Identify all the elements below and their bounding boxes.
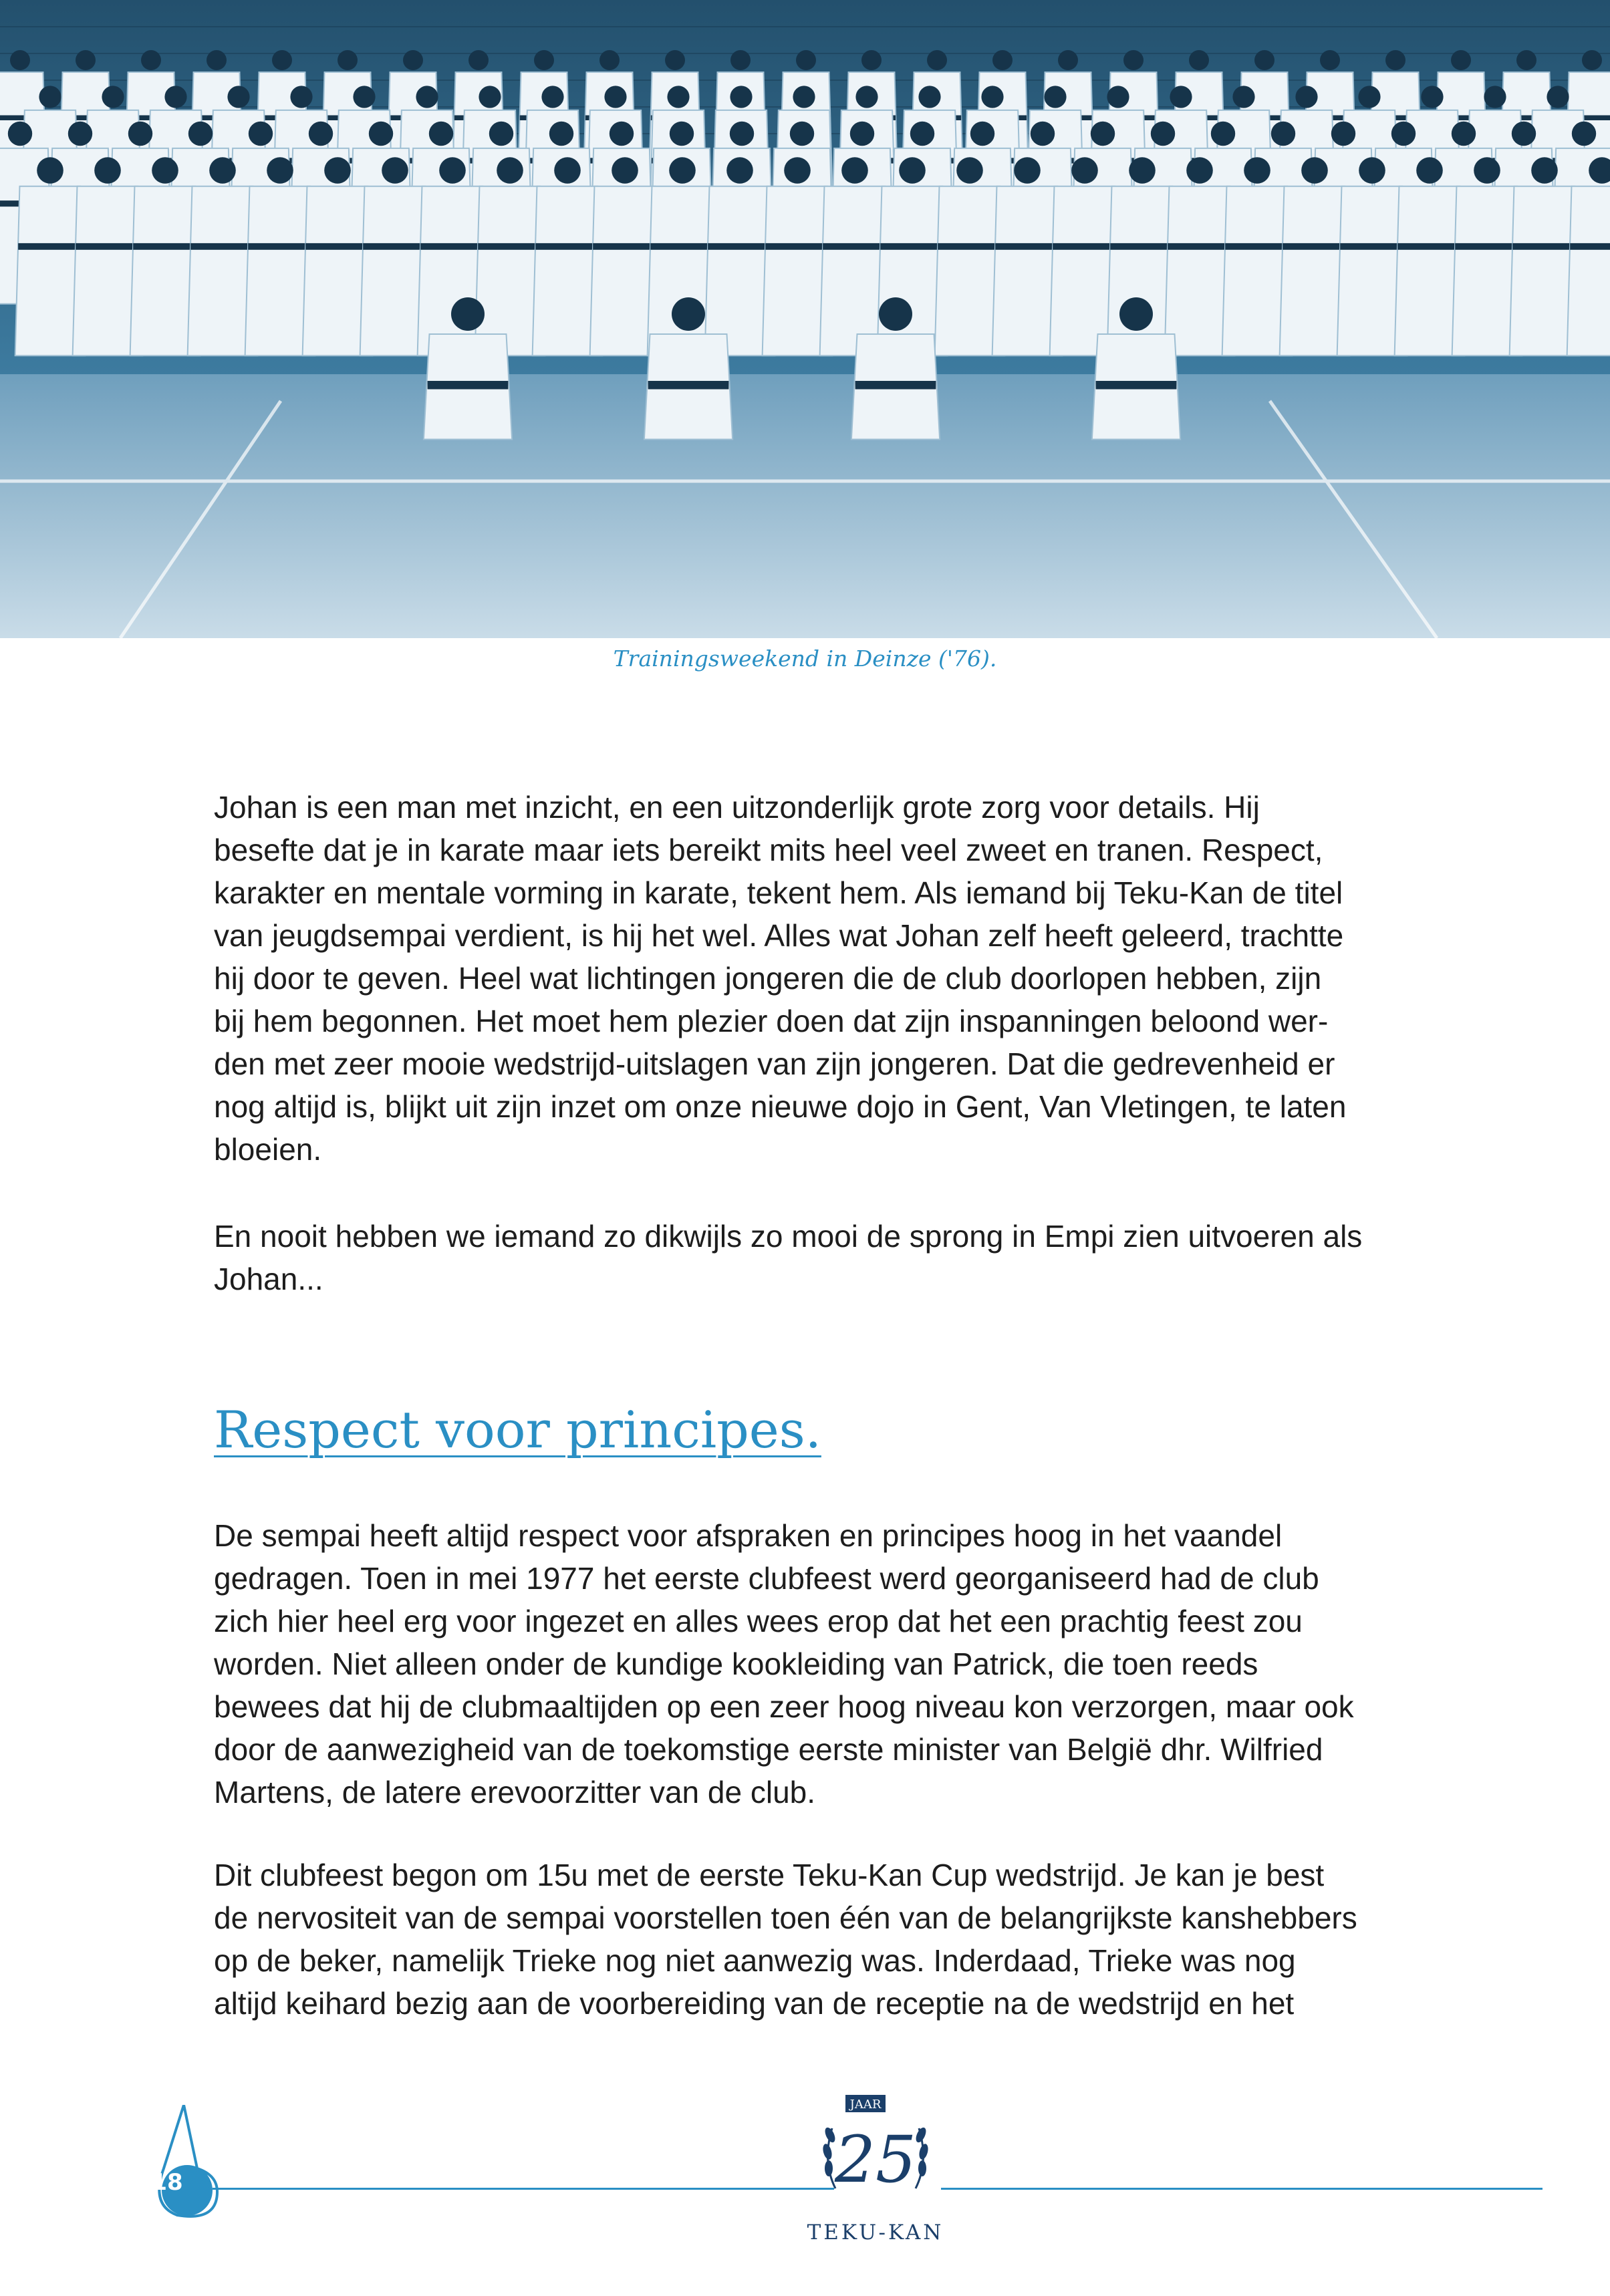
paragraph-text: Dit clubfeest begon om 15u met de eerste Teku-Kan Cup wedstrijd. Je kan je best de nervositeit van de sempai voorstellen toen één van de belangrijkste kanshebbers op de beker, namelijk Trieke nog niet aanwezig was. Inderdaad, Trieke was nog altijd keihard bezig aan de voorbereiding van de receptie na de wedstrijd en het xyxy=(214,1858,1357,2021)
paragraph-teku-kan-cup xyxy=(214,1854,1510,2025)
logo-jaar-text: JAAR xyxy=(849,2098,882,2112)
paragraph-clubfeest xyxy=(214,1514,1510,1814)
page-number-badge-icon xyxy=(137,2105,231,2225)
footer-rule-left xyxy=(213,2188,834,2190)
page-number: 18 xyxy=(151,2169,183,2196)
photo-caption: Trainingsweekend in Deinze ('76). xyxy=(613,645,997,672)
paragraph-johan xyxy=(214,786,1510,1171)
logo-number: 25 xyxy=(834,2122,917,2197)
footer-rule-right xyxy=(941,2188,1542,2190)
group-photo xyxy=(0,0,1610,638)
paragraph-empi xyxy=(214,1215,1510,1300)
anniversary-logo-icon xyxy=(809,2088,942,2215)
paragraph-text: De sempai heeft altijd respect voor afspraken en principes hoog in het vaandel gedragen. Toen in mei 1977 het eerste clubfeest werd georganiseerd had de club zich hier heel erg voor ingezet en alles wees erop dat het een prachtig feest zou worden. Niet alleen onder de kundige kookleiding van Patrick, die toen reeds bewees dat hij de clubmaaltijden op een zeer hoog niveau kon verzorgen, maar ook door de aanwezigheid van de toekomstige eerste minister van België dhr. Wilfried Martens, de latere erevoorzitter van de club. xyxy=(214,1518,1354,1810)
paragraph-text: En nooit hebben we iemand zo dikwijls zo mooi de sprong in Empi zien uitvoeren als Johan... xyxy=(214,1219,1363,1296)
brand-name: TEKU-KAN xyxy=(807,2220,944,2245)
group-photo-karateka-icon xyxy=(0,0,1610,638)
karateka-figure xyxy=(1567,157,1610,355)
section-heading: Respect voor principes. xyxy=(214,1400,821,1459)
paragraph-text: Johan is een man met inzicht, en een uitzonderlijk grote zorg voor details. Hij besefte dat je in karate maar iets bereikt mits heel veel zweet en tranen. Respect, karakter en mentale vorming in karate, tekent hem. Als iemand bij Teku-Kan de titel van jeugdsempai verdient, is hij het wel. Alles wat Johan zelf heeft geleerd, trachtte hij door te geven. Heel wat lichtingen jongeren die de club doorlopen hebben, zijn bij hem begonnen. Het moet hem plezier doen dat zijn inspanningen beloond wer- den met zeer mooie wedstrijd-uitslagen van zijn jongeren. Dat die gedrevenheid er nog altijd is, blijkt uit zijn inzet om onze nieuwe dojo in Gent, Van Vletingen, te laten bloeien. xyxy=(214,790,1347,1167)
